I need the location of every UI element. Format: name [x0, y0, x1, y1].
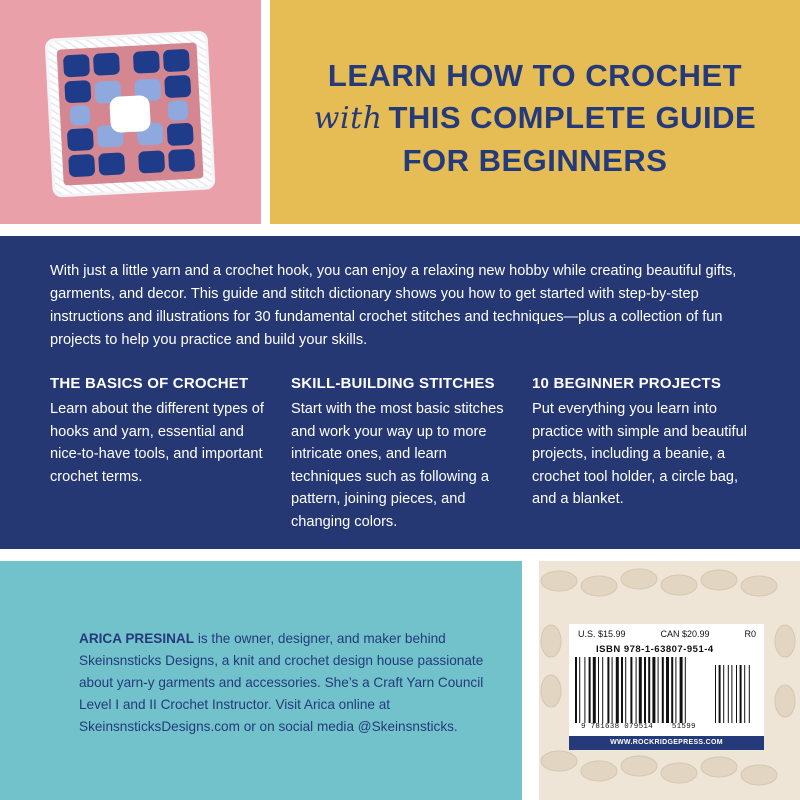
- description-panel: [0, 236, 800, 549]
- isbn-number: ISBN 978-1-63807-951-4: [596, 644, 714, 655]
- author-bio: [79, 628, 499, 738]
- intro-paragraph: With just a little yarn and a crochet hook, you can enjoy a relaxing new hobby while creating beautiful gifts, garments, and decor. This guide and stitch dictionary shows you how to get started with step-by-step instructions and illustrations for 30 fundamental crochet stitches and techniques—plus a collection of fun projects to help you practice and build your skills.: [50, 263, 737, 348]
- barcode-bars: [575, 657, 758, 723]
- granny-square-image: [0, 0, 261, 224]
- author-bio-text: is the owner, designer, and maker behind Skeinsnsticks Designs, a knit and crochet design house passionate about yarn-y garments and accessories. She’s a Craft Yarn Council Level I and II Crochet Instructor. Visit Arica online at SkeinsnsticksDesigns.com or on social media @Skeinsnsticks.: [79, 631, 484, 734]
- barcode-digits-addon: 51599: [671, 723, 696, 731]
- headline-line-2: [270, 97, 800, 140]
- barcode-label: [569, 624, 764, 750]
- headline-line-1: LEARN HOW TO CROCHET: [327, 58, 743, 93]
- column-basics: [50, 374, 270, 488]
- headline-script-word: with: [313, 101, 383, 136]
- column-stitches: [291, 374, 511, 533]
- headline-panel: [270, 0, 800, 224]
- publisher-website: WWW.ROCKRIDGEPRESS.COM: [569, 736, 764, 750]
- column-basics-text: Learn about the different types of hooks and yarn, essential and nice-to-have tools, and important crochet terms.: [50, 401, 264, 485]
- price-can: CAN $20.99: [660, 629, 710, 639]
- column-stitches-heading: SKILL-BUILDING STITCHES: [291, 375, 495, 392]
- headline: [270, 55, 800, 182]
- headline-line-2-text: THIS COMPLETE GUIDE: [388, 100, 757, 135]
- column-projects: [532, 374, 752, 511]
- granny-square-photo-panel: [0, 0, 261, 224]
- price-code: R0: [744, 629, 756, 639]
- headline-line-3: FOR BEGINNERS: [402, 143, 668, 178]
- author-name: ARICA PRESINAL: [79, 631, 195, 646]
- barcode-digits: [581, 723, 696, 731]
- price-us: U.S. $15.99: [578, 629, 626, 639]
- barcode-digits-main: 9 781638 079514: [581, 723, 654, 731]
- column-projects-heading: 10 BEGINNER PROJECTS: [532, 375, 722, 392]
- column-stitches-text: Start with the most basic stitches and work your way up to more intricate ones, and learn techniques such as following a pattern, joining pieces, and changing colors.: [291, 401, 504, 530]
- column-projects-text: Put everything you learn into practice with simple and beautiful projects, including a beanie, a crochet tool holder, a circle bag, and a blanket.: [532, 401, 747, 507]
- price-row: [578, 629, 756, 639]
- column-basics-heading: THE BASICS OF CROCHET: [50, 375, 249, 392]
- knit-texture-panel: [539, 561, 800, 800]
- author-panel: [0, 561, 522, 800]
